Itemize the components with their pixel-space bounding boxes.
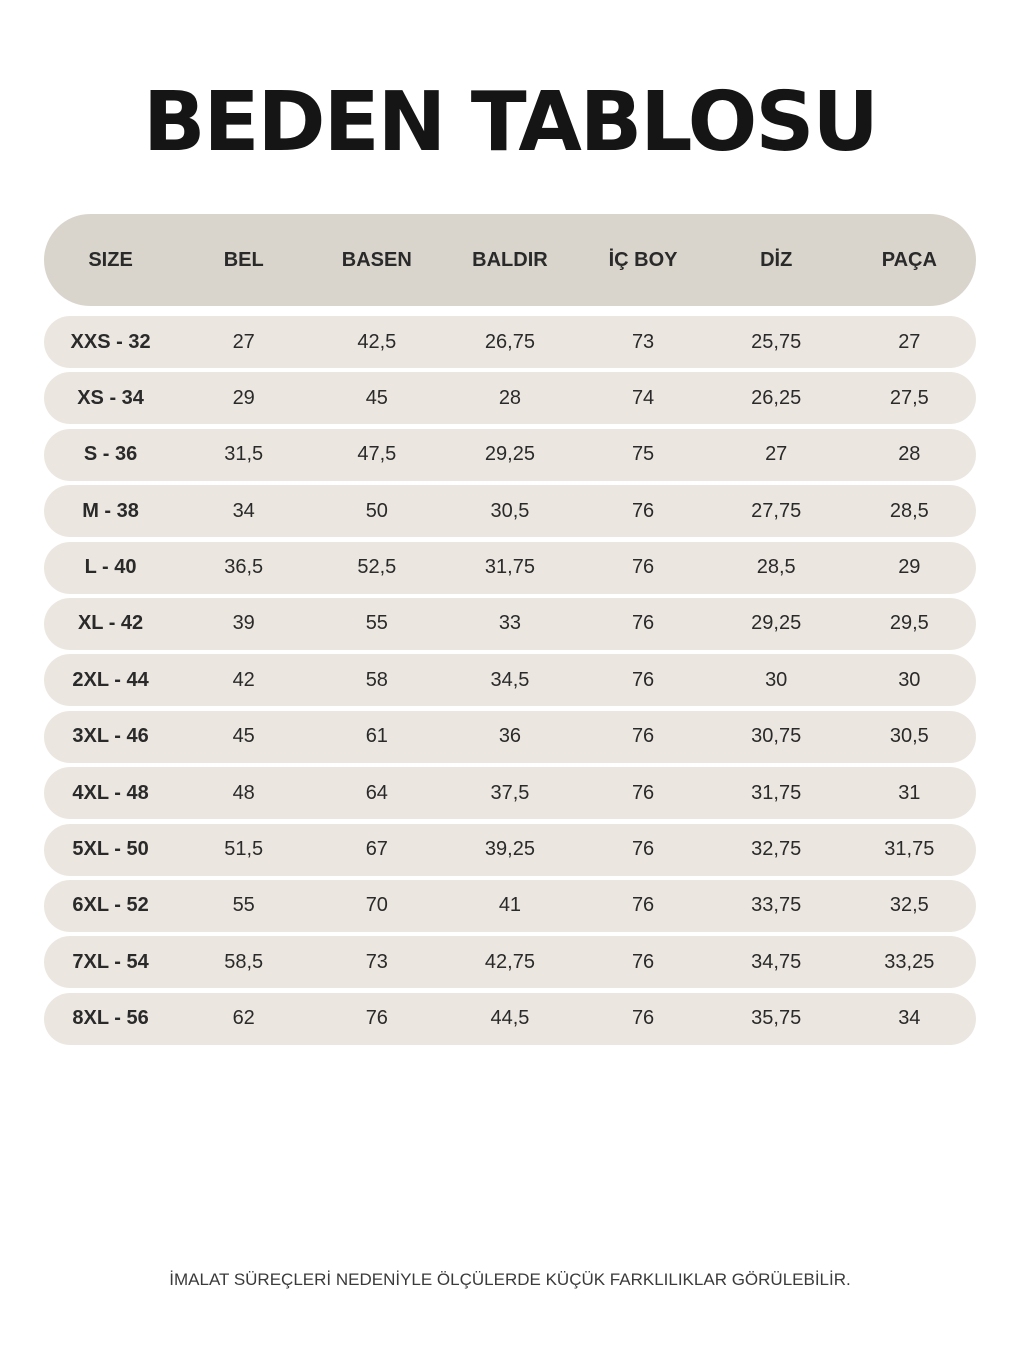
cell-baldir: 33 [498,612,522,635]
cell-baldir: 44,5 [490,1007,530,1030]
cell-bel: 58,5 [224,950,264,973]
cell-size: 6XL - 52 [72,894,149,917]
cell-ic-boy: 76 [631,894,655,917]
size-table [44,214,976,1049]
cell-bel: 39 [232,612,255,635]
cell-size: 8XL - 56 [72,1007,149,1030]
cell-baldir: 34,5 [490,668,530,691]
cell-ic-boy: 74 [631,386,655,409]
header-size: SIZE [88,248,133,271]
table-row [44,993,976,1045]
cell-baldir: 31,75 [484,556,535,579]
cell-paca: 34 [898,1007,921,1030]
header-baldir: BALDIR [472,248,548,271]
cell-paca: 29,5 [889,612,929,635]
cell-basen: 47,5 [357,443,397,466]
table-row [44,316,976,368]
cell-basen: 61 [365,725,388,748]
header-basen: BASEN [341,248,412,271]
footer-note: İMALAT SÜREÇLERİ NEDENİYLE ÖLÇÜLERDE KÜÇÜK FARKLILIKLAR GÖRÜLEBİLİR. [169,1270,851,1289]
table-row [44,598,976,650]
cell-size: 2XL - 44 [72,668,149,691]
cell-diz: 30,75 [751,725,802,748]
cell-paca: 29 [898,556,921,579]
cell-basen: 76 [365,1007,388,1030]
cell-ic-boy: 75 [631,443,655,466]
cell-basen: 67 [365,838,388,861]
cell-diz: 26,25 [751,386,802,409]
cell-basen: 55 [365,612,388,635]
cell-baldir: 30,5 [490,499,530,522]
cell-bel: 51,5 [224,838,264,861]
header-diz: DİZ [760,248,793,271]
cell-bel: 55 [232,894,255,917]
cell-size: 5XL - 50 [72,838,149,861]
cell-bel: 36,5 [224,556,264,579]
cell-baldir: 41 [498,894,522,917]
cell-basen: 64 [365,781,388,804]
cell-basen: 45 [365,386,388,409]
cell-paca: 28 [898,443,921,466]
table-row [44,372,976,424]
cell-bel: 34 [232,499,255,522]
cell-paca: 31 [898,781,921,804]
cell-paca: 32,5 [889,894,929,917]
header-ic-boy: İÇ BOY [608,248,678,271]
cell-bel: 27 [232,330,255,353]
cell-diz: 27,75 [751,499,802,522]
cell-baldir: 37,5 [490,781,530,804]
cell-baldir: 39,25 [484,838,535,861]
table-row [44,880,976,932]
cell-baldir: 36 [498,725,522,748]
cell-basen: 58 [365,668,388,691]
cell-bel: 29 [232,386,255,409]
header-bel: BEL [223,248,264,271]
cell-ic-boy: 76 [631,499,655,522]
cell-ic-boy: 76 [631,668,655,691]
cell-size: 4XL - 48 [72,781,149,804]
cell-size: L - 40 [84,556,137,579]
cell-size: XXS - 32 [70,330,151,353]
cell-ic-boy: 76 [631,556,655,579]
cell-diz: 33,75 [751,894,802,917]
cell-paca: 30 [898,668,921,691]
cell-paca: 33,25 [884,950,935,973]
cell-baldir: 29,25 [484,443,535,466]
table-row [44,485,976,537]
cell-baldir: 26,75 [484,330,535,353]
cell-paca: 31,75 [884,838,935,861]
cell-size: S - 36 [83,443,138,466]
cell-baldir: 42,75 [484,950,535,973]
cell-diz: 31,75 [751,781,802,804]
cell-ic-boy: 76 [631,950,655,973]
table-body [44,316,976,1045]
cell-bel: 31,5 [224,443,264,466]
cell-basen: 50 [365,499,388,522]
cell-bel: 62 [232,1007,255,1030]
cell-ic-boy: 76 [631,781,655,804]
table-row [44,767,976,819]
cell-ic-boy: 76 [631,838,655,861]
cell-diz: 30 [765,668,788,691]
page-title: BEDEN TABLOSU [143,75,877,170]
cell-size: 7XL - 54 [72,950,149,973]
cell-ic-boy: 73 [631,330,655,353]
cell-bel: 45 [232,725,255,748]
cell-bel: 42 [232,668,255,691]
cell-size: M - 38 [82,499,139,522]
cell-diz: 28,5 [756,556,796,579]
cell-size: XS - 34 [77,386,144,409]
table-row [44,936,976,988]
table-row [44,654,976,706]
cell-ic-boy: 76 [631,612,655,635]
cell-paca: 27,5 [889,386,929,409]
cell-diz: 35,75 [751,1007,802,1030]
cell-diz: 29,25 [751,612,802,635]
table-row [44,824,976,876]
cell-size: XL - 42 [77,612,144,635]
table-row [44,711,976,763]
cell-diz: 25,75 [751,330,802,353]
cell-basen: 70 [365,894,388,917]
cell-basen: 42,5 [357,330,397,353]
table-row [44,429,976,481]
cell-ic-boy: 76 [631,725,655,748]
table-row [44,542,976,594]
cell-size: 3XL - 46 [72,725,149,748]
cell-basen: 73 [365,950,388,973]
cell-bel: 48 [232,781,255,804]
table-header [44,214,976,306]
cell-paca: 27 [898,330,921,353]
header-paca: PAÇA [881,248,937,271]
cell-ic-boy: 76 [631,1007,655,1030]
cell-diz: 34,75 [751,950,802,973]
cell-paca: 30,5 [889,725,929,748]
cell-paca: 28,5 [889,499,929,522]
cell-basen: 52,5 [357,556,397,579]
cell-diz: 27 [765,443,788,466]
cell-diz: 32,75 [751,838,802,861]
cell-baldir: 28 [498,386,522,409]
